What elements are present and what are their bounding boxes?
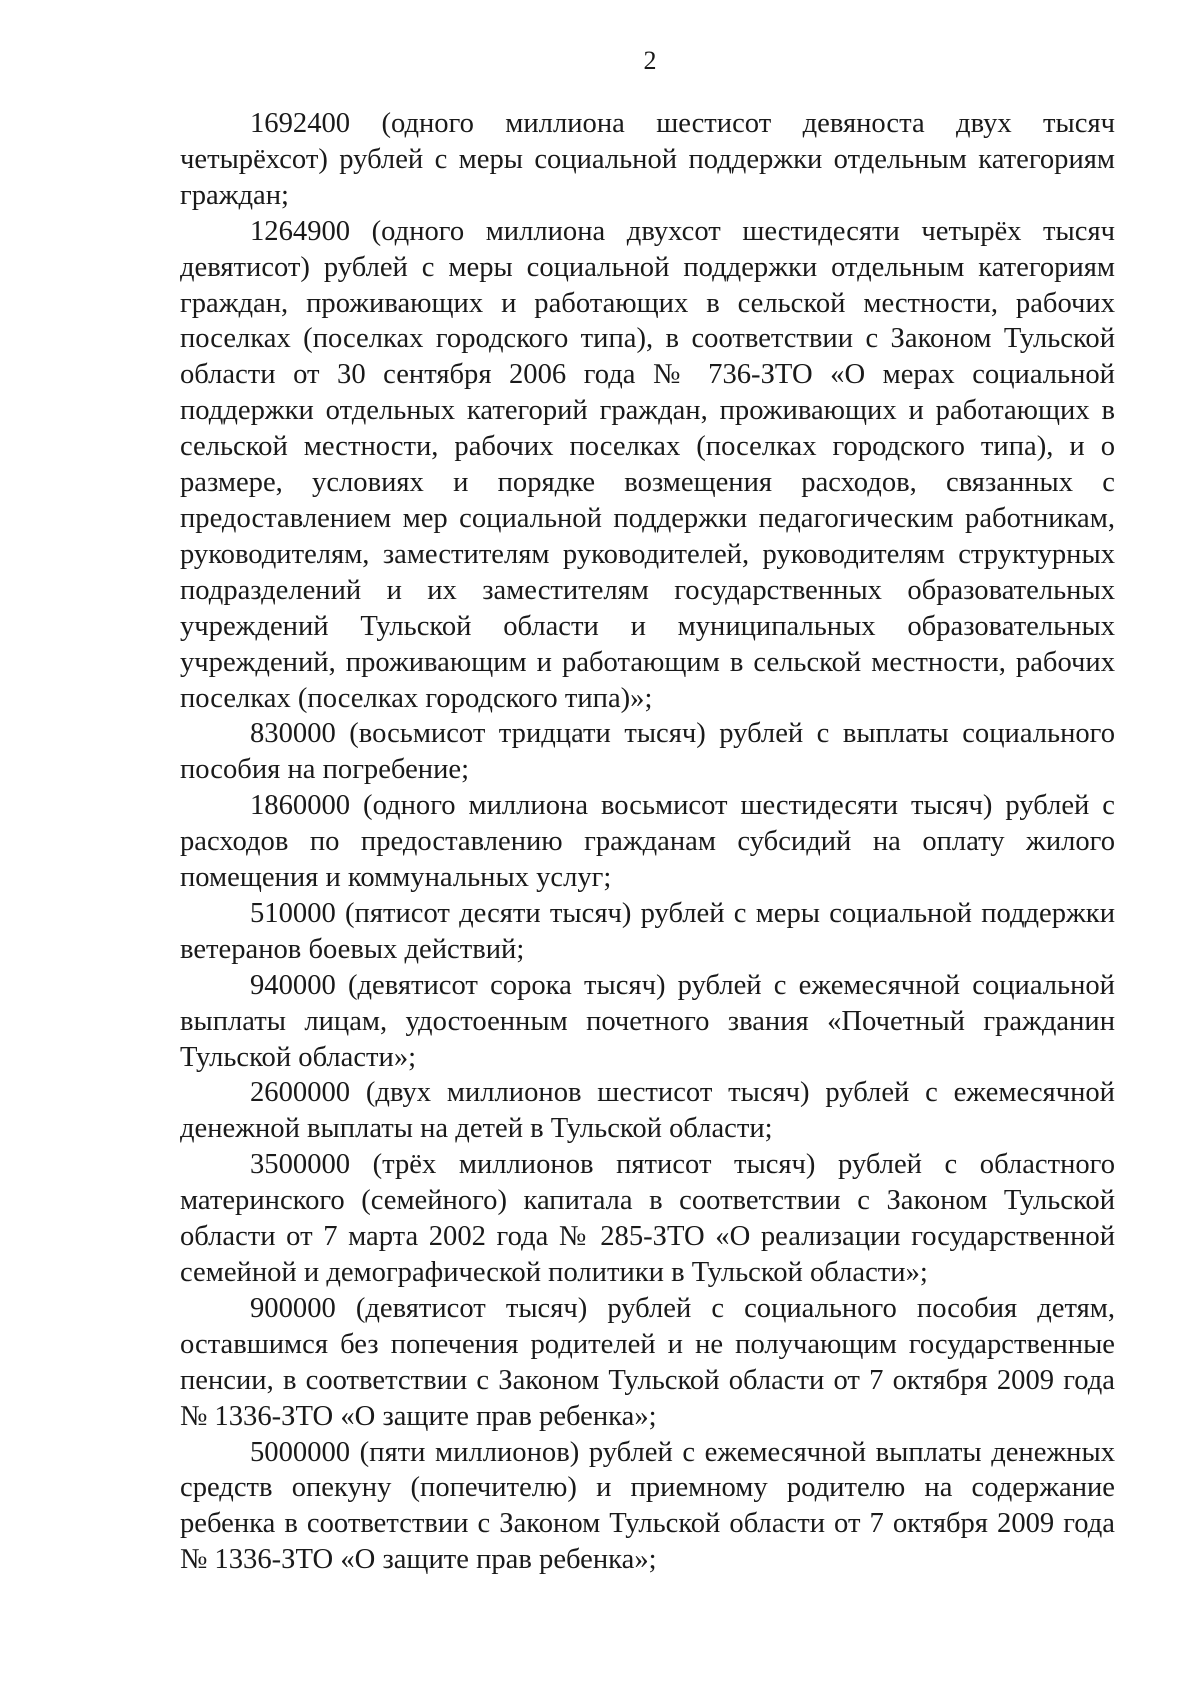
paragraph: 510000 (пятисот десяти тысяч) рублей с меры социальной поддержки ветеранов боевых действий; — [180, 897, 1115, 965]
paragraph: 1860000 (одного миллиона восьмисот шестидесяти тысяч) рублей с расходов по предоставлению гражданам субсидий на оплату жилого помещения и коммунальных услуг; — [180, 790, 1115, 894]
page-number: 2 — [643, 46, 657, 75]
paragraph: 830000 (восьмисот тридцати тысяч) рублей с выплаты социального пособия на погребение; — [180, 718, 1115, 786]
paragraph: 940000 (девятисот сорока тысяч) рублей с ежемесячной социальной выплаты лицам, удостоенным почетного звания «Почетный гражданин Тульской области»; — [180, 969, 1115, 1073]
paragraph: 3500000 (трёх миллионов пятисот тысяч) рублей с областного материнского (семейного) капитала в соответствии с Законом Тульской области от 7 марта 2002 года № 285-ЗТО «О реализации государственной семейной и демографической политики в Тульской области»; — [180, 1149, 1115, 1288]
paragraph: 1264900 (одного миллиона двухсот шестидесяти четырёх тысяч девятисот) рублей с меры социальной поддержки отдельным категориям граждан, проживающих и работающих в сельской местности, рабочих поселках (поселках городского типа), в соответствии с Законом Тульской области от 30 сентября 2006 года № 736-ЗТО «О мерах социальной поддержки отдельных категорий граждан, проживающих и работающих в сельской местности, рабочих поселках (поселках городского типа), и о размере, условиях и порядке возмещения расходов, связанных с предоставлением мер социальной поддержки педагогическим работникам, руководителям, заместителям руководителей, руководителям структурных подразделений и их заместителям государственных образовательных учреждений Тульской области и муниципальных образовательных учреждений, проживающим и работающим в сельской местности, рабочих поселках (поселках городского типа)»; — [180, 215, 1115, 714]
paragraph: 2600000 (двух миллионов шестисот тысяч) рублей с ежемесячной денежной выплаты на детей в Тульской области; — [180, 1077, 1115, 1145]
paragraph: 1692400 (одного миллиона шестисот девяноста двух тысяч четырёхсот) рублей с меры социальной поддержки отдельным категориям граждан; — [180, 108, 1115, 211]
paragraph: 5000000 (пяти миллионов) рублей с ежемесячной выплаты денежных средств опекуну (попечителю) и приемному родителю на содержание ребенка в соответствии с Законом Тульской области от 7 октября 2009 года № 1336-ЗТО «О защите прав ребенка»; — [180, 1436, 1115, 1576]
document-body — [180, 106, 1115, 1578]
paragraph: 900000 (девятисот тысяч) рублей с социального пособия детям, оставшимся без попечения родителей и не получающим государственные пенсии, в соответствии с Законом Тульской области от 7 октября 2009 года № 1336-ЗТО «О защите прав ребенка»; — [180, 1292, 1115, 1432]
